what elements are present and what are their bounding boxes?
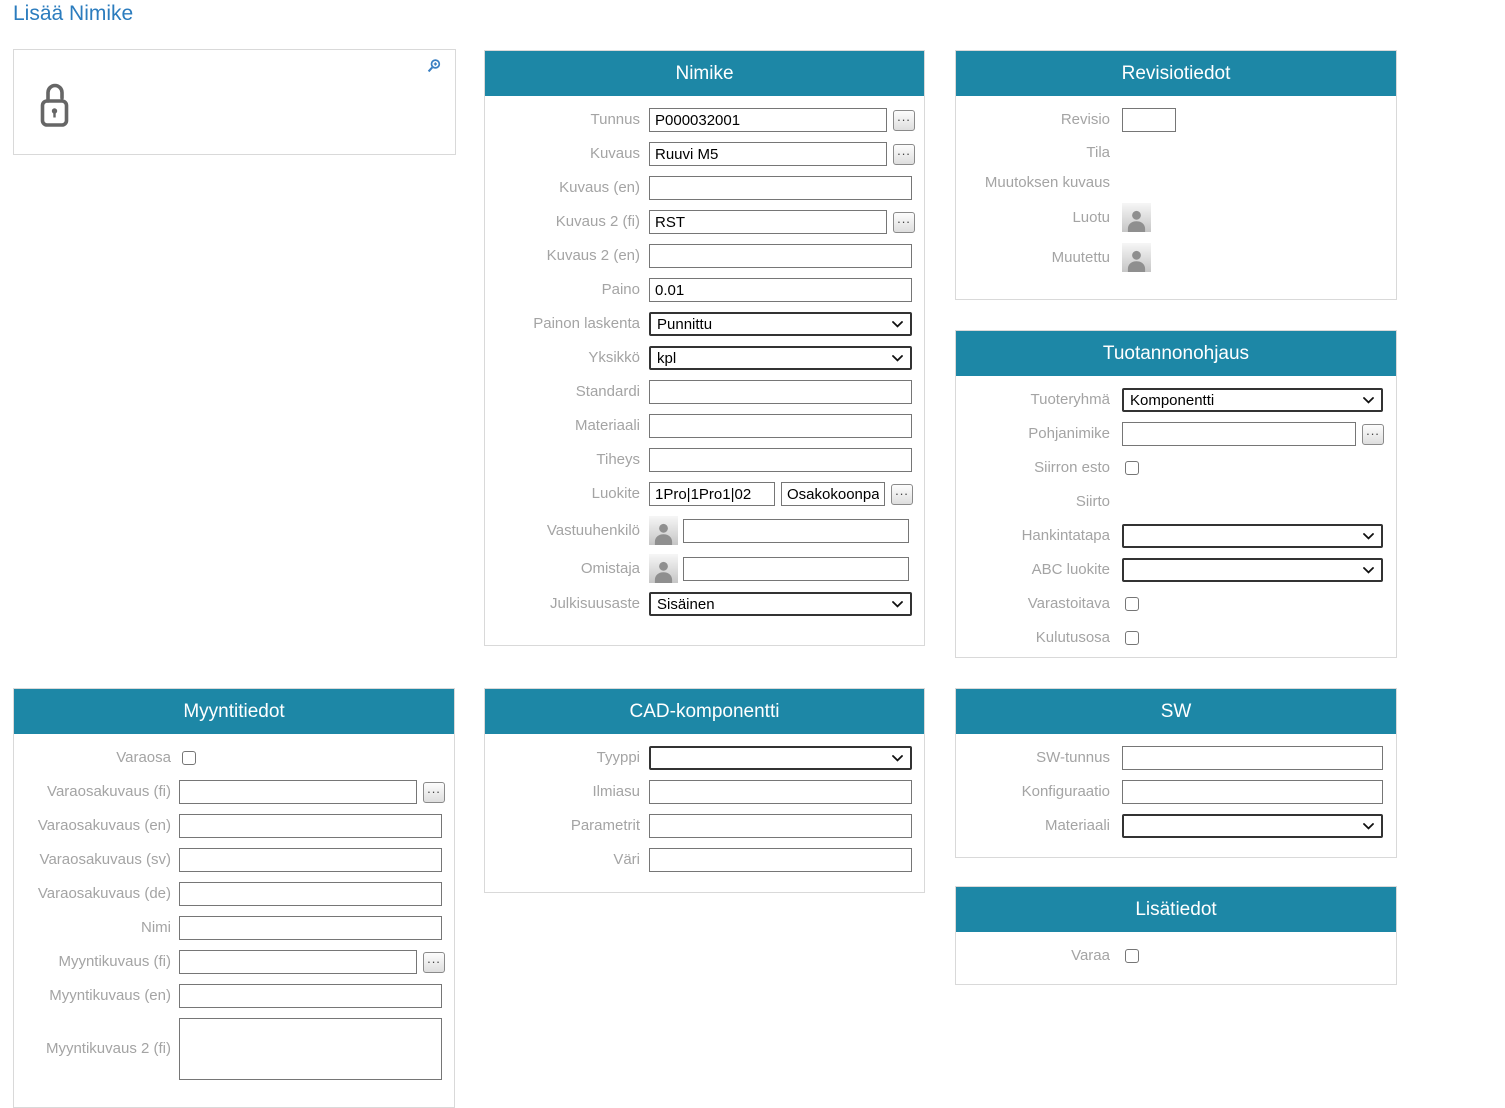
siirron-esto-checkbox[interactable] [1125,461,1139,475]
field-label: Varaosa [116,749,171,766]
hankintatapa-select[interactable] [1122,524,1383,548]
panel-tuotannonohjaus-title: Tuotannonohjaus [956,331,1396,376]
field-label: Omistaja [580,559,640,577]
field-kuvaus2-en [485,244,924,268]
myyntikuvaus-fi-input[interactable] [179,950,417,974]
field-label: Standardi [575,383,640,400]
field-sw-tunnus [956,746,1396,770]
field-label: Myyntikuvaus (en) [49,987,171,1004]
field-sw-materiaali [956,814,1396,838]
field-siirto [956,490,1396,514]
field-label: Muutettu [1051,248,1110,266]
materiaali-input[interactable] [649,414,912,438]
chevron-down-icon [1363,397,1374,404]
person-icon[interactable] [649,554,678,583]
field-siirron-esto [956,456,1396,480]
field-label: Konfiguraatio [1021,783,1110,800]
field-tyyppi [485,746,924,770]
field-myyntikuvaus-fi [14,950,454,974]
myyntikuvaus-en-input[interactable] [179,984,442,1008]
field-tuoteryhma [956,388,1396,412]
field-label: Varaosakuvaus (sv) [39,851,171,868]
field-label: Paino [601,281,640,298]
field-hankintatapa [956,524,1396,548]
varastoitava-checkbox[interactable] [1125,597,1139,611]
field-label: Luokite [591,485,640,502]
field-tunnus [485,108,924,132]
myyntikuvaus-fi-browse-button[interactable]: ... [423,952,445,973]
field-label: Kuvaus 2 (fi) [555,213,640,230]
field-label: Kuvaus 2 (en) [546,247,640,264]
field-kulutusosa [956,626,1396,650]
vastuuhenkilo-input[interactable] [683,519,909,543]
field-varaosa [14,746,454,770]
field-tila [956,143,1396,163]
chevron-down-icon [1363,823,1374,830]
varaosakuvaus-sv-input[interactable] [179,848,442,872]
field-pohjanimike [956,422,1396,446]
field-label: SW-tunnus [1036,749,1110,766]
field-vari [485,848,924,872]
field-myyntikuvaus2-fi [14,1018,454,1080]
vari-input[interactable] [649,848,912,872]
chevron-down-icon [892,755,903,762]
field-luokite [485,482,924,506]
field-konfiguraatio [956,780,1396,804]
person-icon [1122,203,1151,232]
field-ilmiasu [485,780,924,804]
field-label: Varaosakuvaus (de) [37,885,171,902]
field-kuvaus-en [485,176,924,200]
field-label: Tyyppi [596,749,640,766]
sw-materiaali-select[interactable] [1122,814,1383,838]
nimi-input[interactable] [179,916,442,940]
field-label: Kuvaus (en) [559,179,640,196]
field-materiaali [485,414,924,438]
field-label: Tunnus [590,111,640,128]
ilmiasu-input[interactable] [649,780,912,804]
field-label: Julkisuusaste [549,595,640,612]
julkisuusaste-select[interactable]: Sisäinen [649,592,912,616]
tyyppi-select[interactable] [649,746,912,770]
panel-sw [955,688,1397,858]
field-label: Myyntikuvaus (fi) [58,953,171,970]
field-vastuuhenkilo [485,516,924,545]
field-label: Tila [1086,144,1110,161]
field-label: Siirron esto [1034,459,1110,476]
field-label: Tuoteryhmä [1030,391,1110,408]
chevron-down-icon [892,321,903,328]
myyntikuvaus2-fi-textarea[interactable] [179,1018,442,1080]
field-julkisuusaste [485,592,924,616]
varaosakuvaus-de-input[interactable] [179,882,442,906]
field-parametrit [485,814,924,838]
tuoteryhma-select[interactable]: Komponentti [1122,388,1383,412]
field-label: Parametrit [570,817,640,834]
panel-lisatiedot-title: Lisätiedot [956,887,1396,932]
field-label: Kuvaus [589,145,640,162]
field-abc-luokite [956,558,1396,582]
field-label: Myyntikuvaus 2 (fi) [45,1040,171,1057]
sw-tunnus-input[interactable] [1122,746,1383,770]
omistaja-input[interactable] [683,557,909,581]
field-paino [485,278,924,302]
panel-nimike-title: Nimike [485,51,924,96]
field-varastoitava [956,592,1396,616]
varaosakuvaus-fi-input[interactable] [179,780,417,804]
chevron-down-icon [892,355,903,362]
varaosakuvaus-fi-browse-button[interactable]: ... [423,782,445,803]
panel-tuotannonohjaus [955,330,1397,658]
panel-cad-komponentti [484,688,925,893]
panel-sw-title: SW [956,689,1396,734]
field-label: Varaosakuvaus (en) [37,817,171,834]
kuvaus2-fi-input[interactable] [649,210,887,234]
field-label: Revisio [1060,111,1110,128]
field-nimi [14,916,454,940]
person-icon[interactable] [649,516,678,545]
field-label: Ilmiasu [592,783,640,800]
field-label: Tiheys [596,451,640,468]
panel-lisatiedot [955,886,1397,985]
panel-myyntitiedot [13,688,455,1108]
person-icon [1122,243,1151,272]
field-tiheys [485,448,924,472]
field-varaosakuvaus-de [14,882,454,906]
field-label: Varaosakuvaus (fi) [47,783,171,800]
revisio-input[interactable] [1122,108,1176,132]
field-revisio [956,108,1396,132]
field-label: Painon laskenta [533,315,640,332]
field-kuvaus [485,142,924,166]
konfiguraatio-input[interactable] [1122,780,1383,804]
field-label: Varastoitava [1027,595,1110,612]
field-label: Pohjanimike [1028,425,1110,442]
kuvaus2-en-input[interactable] [649,244,912,268]
page-title: Lisää Nimike [13,2,134,25]
kulutusosa-checkbox[interactable] [1125,631,1139,645]
field-luotu [956,203,1396,232]
panel-cad-title: CAD-komponentti [485,689,924,734]
tunnus-input[interactable] [649,108,887,132]
luokite-name-input[interactable] [781,482,885,506]
field-varaosakuvaus-sv [14,848,454,872]
pohjanimike-input[interactable] [1122,422,1356,446]
parametrit-input[interactable] [649,814,912,838]
field-label: Yksikkö [588,349,640,366]
field-label: Muutoksen kuvaus [984,174,1110,191]
abc-luokite-select[interactable] [1122,558,1383,582]
field-label: Hankintatapa [1021,527,1110,544]
standardi-input[interactable] [649,380,912,404]
field-painon-laskenta [485,312,924,336]
kuvaus2-fi-browse-button[interactable]: ... [893,212,915,233]
painon-laskenta-select[interactable]: Punnittu [649,312,912,336]
panel-revisiotiedot-title: Revisiotiedot [956,51,1396,96]
field-varaa [956,944,1396,968]
panel-revisiotiedot [955,50,1397,300]
panel-myyntitiedot-title: Myyntitiedot [14,689,454,734]
item-image-placeholder [13,49,456,155]
field-label: Luotu [1072,208,1110,226]
field-omistaja [485,554,924,583]
panel-nimike [484,50,925,646]
pohjanimike-browse-button[interactable]: ... [1362,424,1384,445]
varaa-checkbox[interactable] [1125,949,1139,963]
field-muutoksen-kuvaus [956,173,1396,193]
field-myyntikuvaus-en [14,984,454,1008]
field-label: Nimi [141,919,171,936]
field-label: Väri [613,851,640,868]
varaosa-checkbox[interactable] [182,751,196,765]
field-label: Vastuuhenkilö [546,521,640,539]
field-standardi [485,380,924,404]
field-muutettu [956,243,1396,272]
kuvaus-browse-button[interactable]: ... [893,144,915,165]
field-label: Materiaali [1044,817,1110,834]
field-label: Materiaali [574,417,640,434]
kuvaus-en-input[interactable] [649,176,912,200]
kuvaus-input[interactable] [649,142,887,166]
field-kuvaus2-fi [485,210,924,234]
field-label: Siirto [1075,493,1110,510]
tiheys-input[interactable] [649,448,912,472]
yksikko-select[interactable]: kpl [649,346,912,370]
luokite-code-input[interactable] [649,482,775,506]
unlock-icon [39,80,69,133]
field-label: Kulutusosa [1035,629,1110,646]
tunnus-browse-button[interactable]: ... [893,110,915,131]
chevron-down-icon [1363,567,1374,574]
field-label: ABC luokite [1031,561,1110,578]
field-yksikko [485,346,924,370]
paino-input[interactable] [649,278,912,302]
zoom-in-icon[interactable] [427,59,441,78]
field-varaosakuvaus-fi [14,780,454,804]
field-varaosakuvaus-en [14,814,454,838]
luokite-browse-button[interactable]: ... [891,484,913,505]
varaosakuvaus-en-input[interactable] [179,814,442,838]
chevron-down-icon [1363,533,1374,540]
field-label: Varaa [1071,947,1110,964]
chevron-down-icon [892,601,903,608]
